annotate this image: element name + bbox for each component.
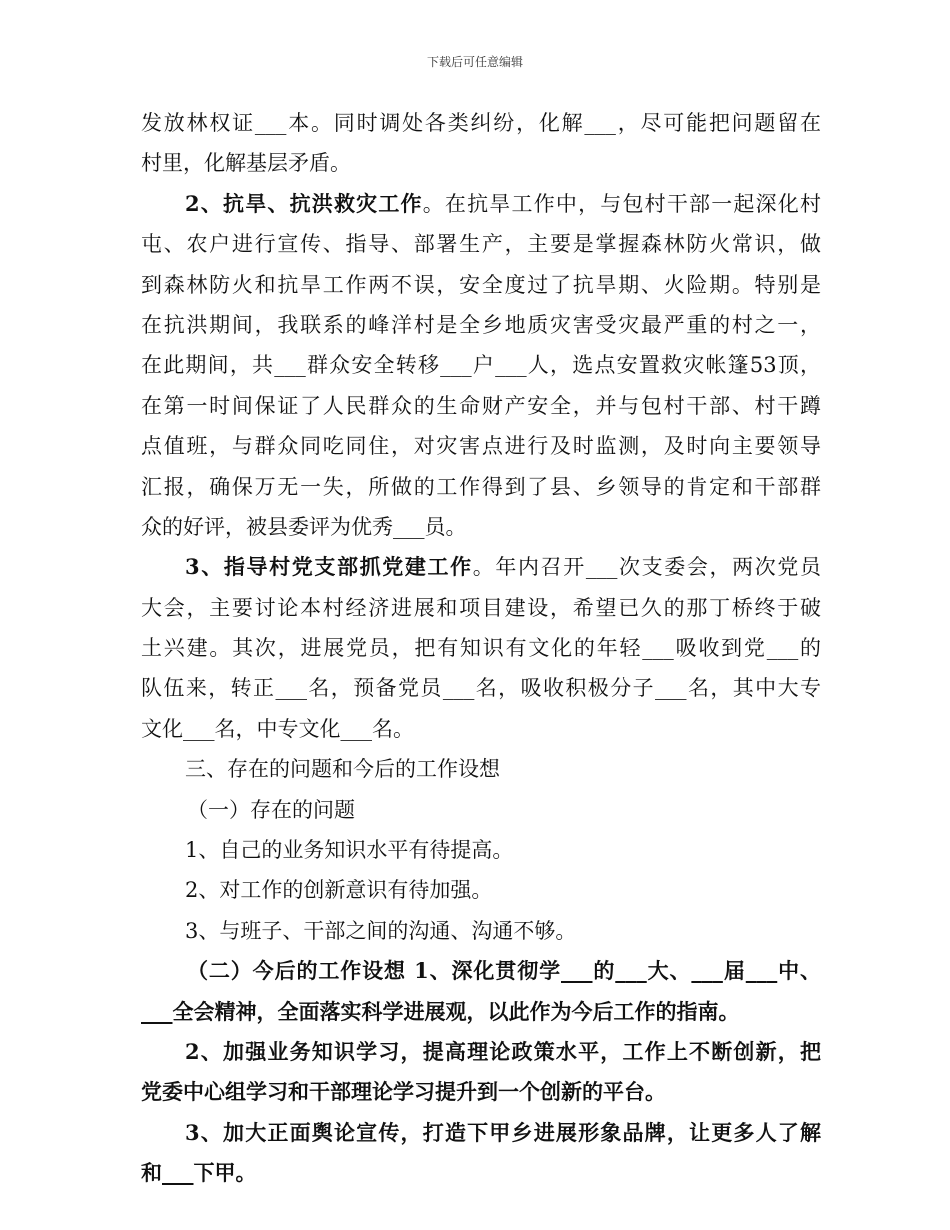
line-text: 屯、农户进行宣传、指导、部署生产，主要是掌握森林防火常识，做: [141, 232, 821, 257]
line-text: 3、与班子、干部之间的沟通、沟通不够。: [185, 918, 577, 943]
line-text: 文化___名，中专文化___名。: [141, 716, 414, 741]
text-line: [141, 386, 821, 426]
line-text: 大会，主要讨论本村经济进展和项目建设，希望已久的那丁桥终于破: [141, 595, 821, 620]
text-line: [141, 1072, 821, 1112]
line-text: 众的好评，被县委评为优秀___员。: [141, 514, 467, 539]
text-line: [141, 1153, 821, 1193]
line-text: 点值班，与群众同吃同住，对灾害点进行及时监测，及时向主要领导: [141, 434, 821, 459]
text-line: [141, 628, 821, 668]
page-header: 下载后可任意编辑: [426, 55, 523, 69]
text-line: [141, 467, 821, 507]
text-line: [141, 184, 821, 224]
text-line: [141, 668, 821, 708]
line-text: 在抗洪期间，我联系的峰洋村是全乡地质灾害受灾最严重的村之一，: [141, 312, 821, 337]
line-text: 。在抗旱工作中，与包村干部一起深化村: [422, 191, 821, 216]
text-line: [141, 870, 821, 910]
section-heading: 3、指导村党支部抓党建工作: [185, 554, 473, 580]
line-text: 1、自己的业务知识水平有待提高。: [185, 838, 514, 863]
line-text: 在此期间，共___群众安全转移___户___人，选点安置救灾帐篷53顶，: [141, 353, 821, 378]
text-line: [141, 507, 821, 547]
line-text: 。年内召开___次支委会，两次党员: [472, 555, 821, 580]
text-line: [141, 265, 821, 305]
line-text: 发放林权证___本。同时调处各类纠纷，化解___，尽可能把问题留在: [141, 111, 821, 135]
line-text: 土兴建。其次，进展党员，把有知识有文化的年轻___吸收到党___的: [141, 636, 821, 661]
line-text: 在第一时间保证了人民群众的生命财产安全，并与包村干部、村干蹲: [141, 393, 821, 418]
text-line: [141, 143, 821, 183]
line-text: 队伍来，转正___名，预备党员___名，吸收积极分子___名，其中大专: [141, 676, 821, 701]
text-line: [141, 224, 821, 264]
text-line: [141, 588, 821, 628]
line-text: 2、加强业务知识学习，提高理论政策水平，工作上不断创新，把: [185, 1038, 821, 1064]
text-line: [141, 103, 821, 143]
line-text: 村里，化解基层矛盾。: [141, 151, 351, 176]
text-line: [141, 426, 821, 466]
line-text: 党委中心组学习和干部理论学习提升到一个创新的平台。: [141, 1079, 666, 1105]
text-line: [141, 830, 821, 870]
line-text: ___全会精神，全面落实科学进展观，以此作为今后工作的指南。: [141, 998, 740, 1024]
section-heading: 2、抗旱、抗洪救灾工作: [185, 190, 423, 216]
text-line: [141, 709, 821, 749]
text-line: [141, 951, 821, 991]
document-body: [141, 103, 821, 1194]
line-text: （一）存在的问题: [187, 797, 355, 822]
text-line: [141, 911, 821, 951]
text-line: [141, 305, 821, 345]
text-line: [141, 345, 821, 385]
text-line: [141, 547, 821, 587]
line-text: 和___下甲。: [141, 1160, 257, 1186]
line-text: （二）今后的工作设想 1、深化贯彻学___的___大、___届___中、: [187, 958, 821, 984]
line-text: 到森林防火和抗旱工作两不误，安全度过了抗旱期、火险期。特别是: [141, 272, 821, 297]
line-text: 3、加大正面舆论宣传，打造下甲乡进展形象品牌，让更多人了解: [185, 1119, 821, 1145]
line-text: 三、存在的问题和今后的工作设想: [185, 757, 500, 782]
text-line: [141, 1113, 821, 1153]
line-text: 2、对工作的创新意识有待加强。: [185, 878, 493, 903]
text-line: [141, 992, 821, 1032]
text-line: [141, 749, 821, 789]
text-line: [141, 1032, 821, 1072]
line-text: 汇报，确保万无一失，所做的工作得到了县、乡领导的肯定和干部群: [141, 474, 821, 499]
text-line: [141, 790, 821, 830]
